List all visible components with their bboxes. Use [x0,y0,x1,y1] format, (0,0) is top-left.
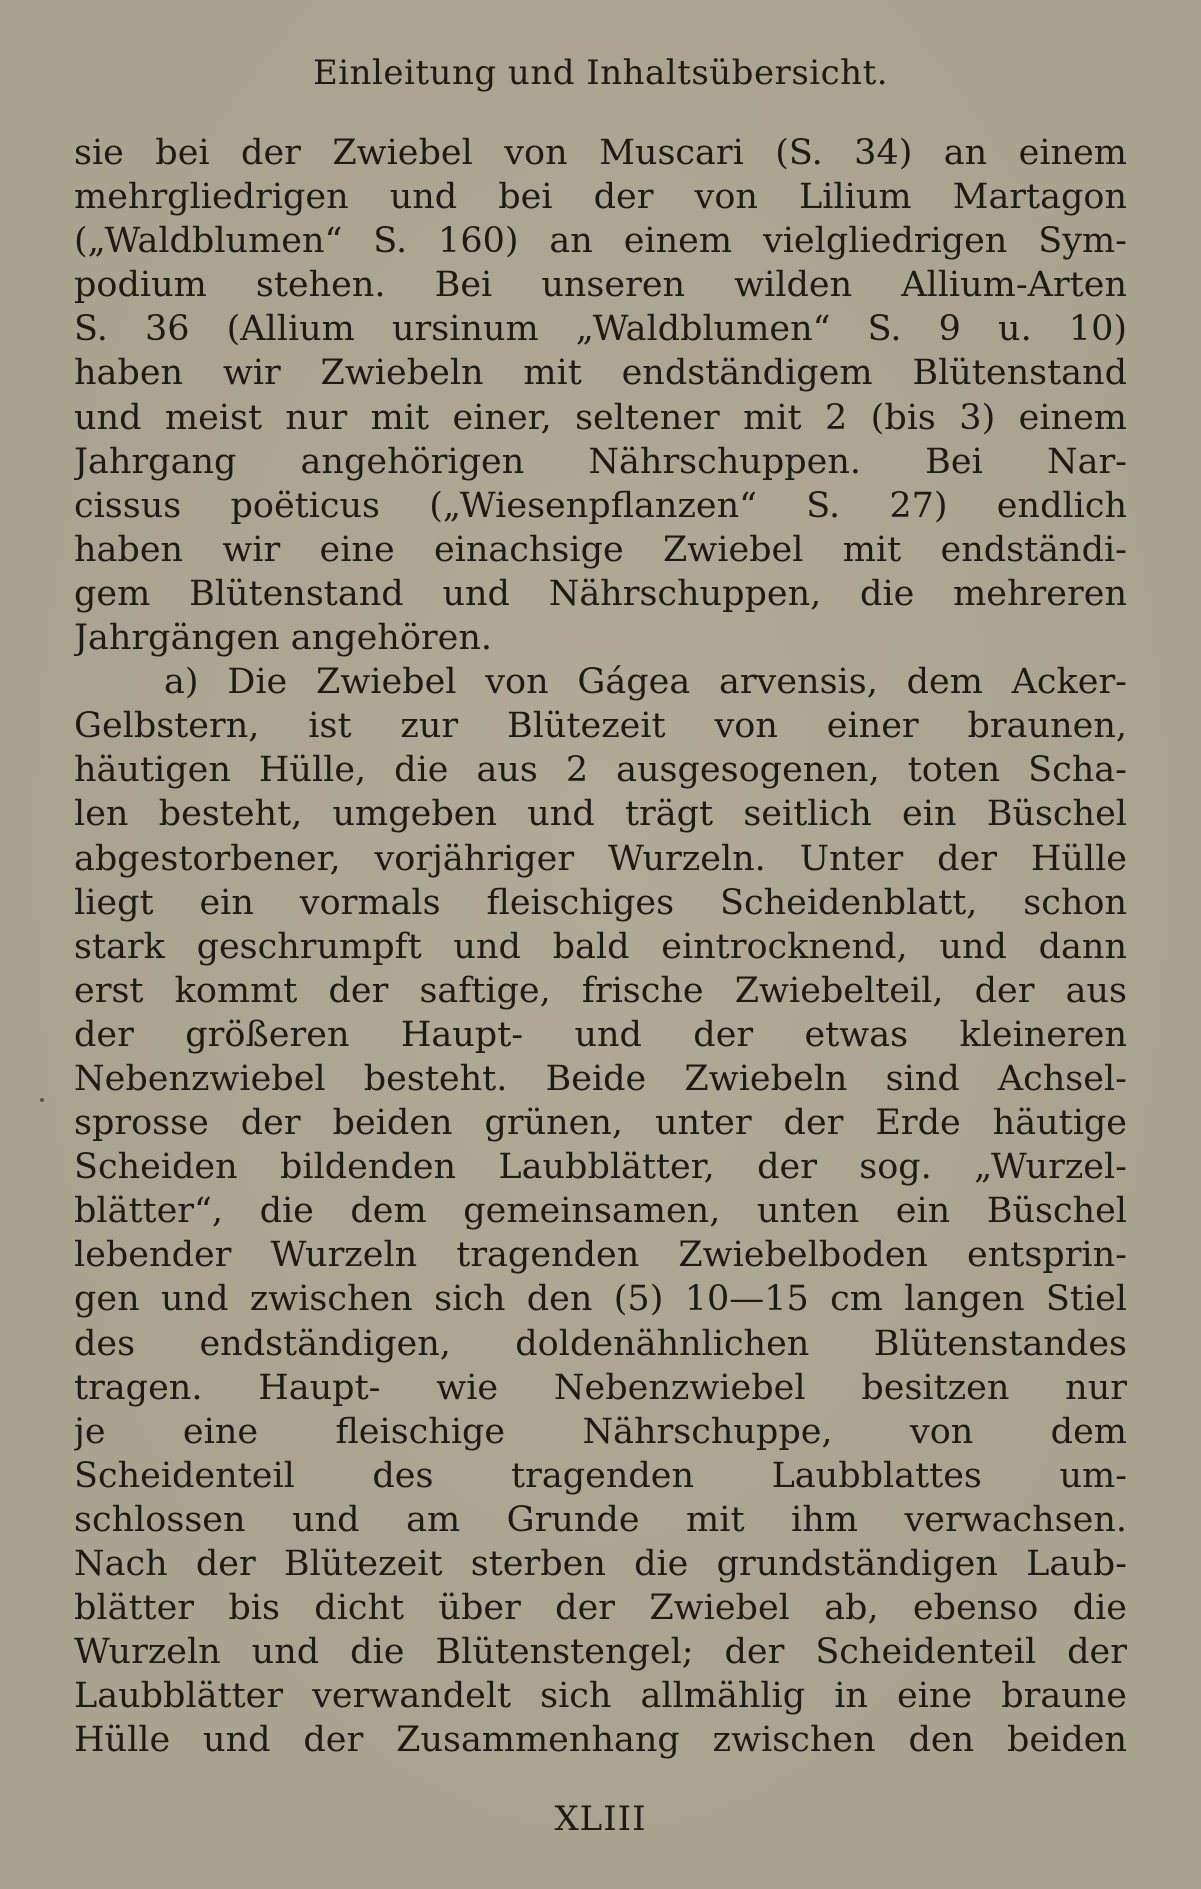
text-line: haben wir eine einachsige Zwiebel mit endständi- [74,529,1127,570]
text-line: und meist nur mit einer, seltener mit 2 (bis 3) einem [74,397,1127,438]
text-line: lebender Wurzeln tragenden Zwiebelboden entsprin- [74,1235,1127,1276]
text-line: tragen. Haupt- wie Nebenzwiebel besitzen nur [74,1367,1127,1408]
text-line: mehrgliedrigen und bei der von Lilium Martagon [74,177,1127,218]
text-line: erst kommt der saftige, frische Zwiebelteil, der aus [74,970,1127,1011]
text-line: Laubblätter verwandelt sich allmählig in eine braune [74,1676,1127,1717]
running-header: Einleitung und Inhaltsübersicht. [312,53,889,93]
body-text [74,131,1127,1762]
text-line: cissus poëticus („Wiesenpflanzen“ S. 27) endlich [74,485,1127,526]
text-line: stark geschrumpft und bald eintrocknend, und dann [74,926,1127,967]
text-line: haben wir Zwiebeln mit endständigem Blütenstand [74,353,1127,394]
text-line: gen und zwischen sich den (5) 10—15 cm langen Stiel [74,1279,1127,1320]
text-line: Hülle und der Zusammenhang zwischen den beiden [74,1720,1127,1761]
text-line: blätter bis dicht über der Zwiebel ab, ebenso die [74,1588,1127,1629]
text-line: Jahrgang angehörigen Nährschuppen. Bei Nar- [74,441,1127,482]
text-line: Jahrgängen angehören. [74,618,493,659]
text-line: blätter“, die dem gemeinsamen, unten ein Büschel [74,1191,1127,1232]
text-line: podium stehen. Bei unseren wilden Allium-Arten [74,265,1127,306]
text-line: Scheiden bildenden Laubblätter, der sog. „Wurzel- [74,1147,1127,1188]
text-line: Nach der Blütezeit sterben die grundständigen Laub- [74,1544,1127,1584]
text-line: („Waldblumen“ S. 160) an einem vielgliedrigen Sym- [74,221,1127,262]
text-line: Wurzeln und die Blütenstengel; der Scheidenteil der [74,1632,1127,1673]
text-line: schlossen und am Grunde mit ihm verwachsen. [74,1499,1127,1540]
text-line: Gelbstern, ist zur Blütezeit von einer braunen, [74,706,1127,747]
text-line: Nebenzwiebel besteht. Beide Zwiebeln sind Achsel- [74,1058,1127,1099]
text-line: abgestorbener, vorjähriger Wurzeln. Unter der Hülle [74,838,1127,879]
page-number: XLIII [554,1799,647,1839]
text-line: sie bei der Zwiebel von Muscari (S. 34) an einem [74,133,1127,173]
text-line: Scheidenteil des tragenden Laubblattes um- [74,1455,1127,1496]
text-line: sprosse der beiden grünen, unter der Erde häutige [74,1103,1127,1144]
text-line: gem Blütenstand und Nährschuppen, die mehreren [74,573,1127,614]
text-line: liegt ein vormals fleischiges Scheidenblatt, schon [74,882,1127,923]
paragraph-start-line: a) Die Zwiebel von Gágea arvensis, dem Acker- [164,662,1127,703]
text-line: len besteht, umgeben und trägt seitlich ein Büschel [74,794,1127,835]
print-speck [40,1098,44,1102]
text-line: der größeren Haupt- und der etwas kleineren [74,1014,1127,1055]
text-line: S. 36 (Allium ursinum „Waldblumen“ S. 9 u. 10) [74,309,1127,350]
text-line: je eine fleischige Nährschuppe, von dem [74,1411,1127,1452]
text-line: häutigen Hülle, die aus 2 ausgesogenen, toten Scha- [74,750,1127,791]
text-line: des endständigen, doldenähnlichen Blütenstandes [74,1323,1127,1364]
